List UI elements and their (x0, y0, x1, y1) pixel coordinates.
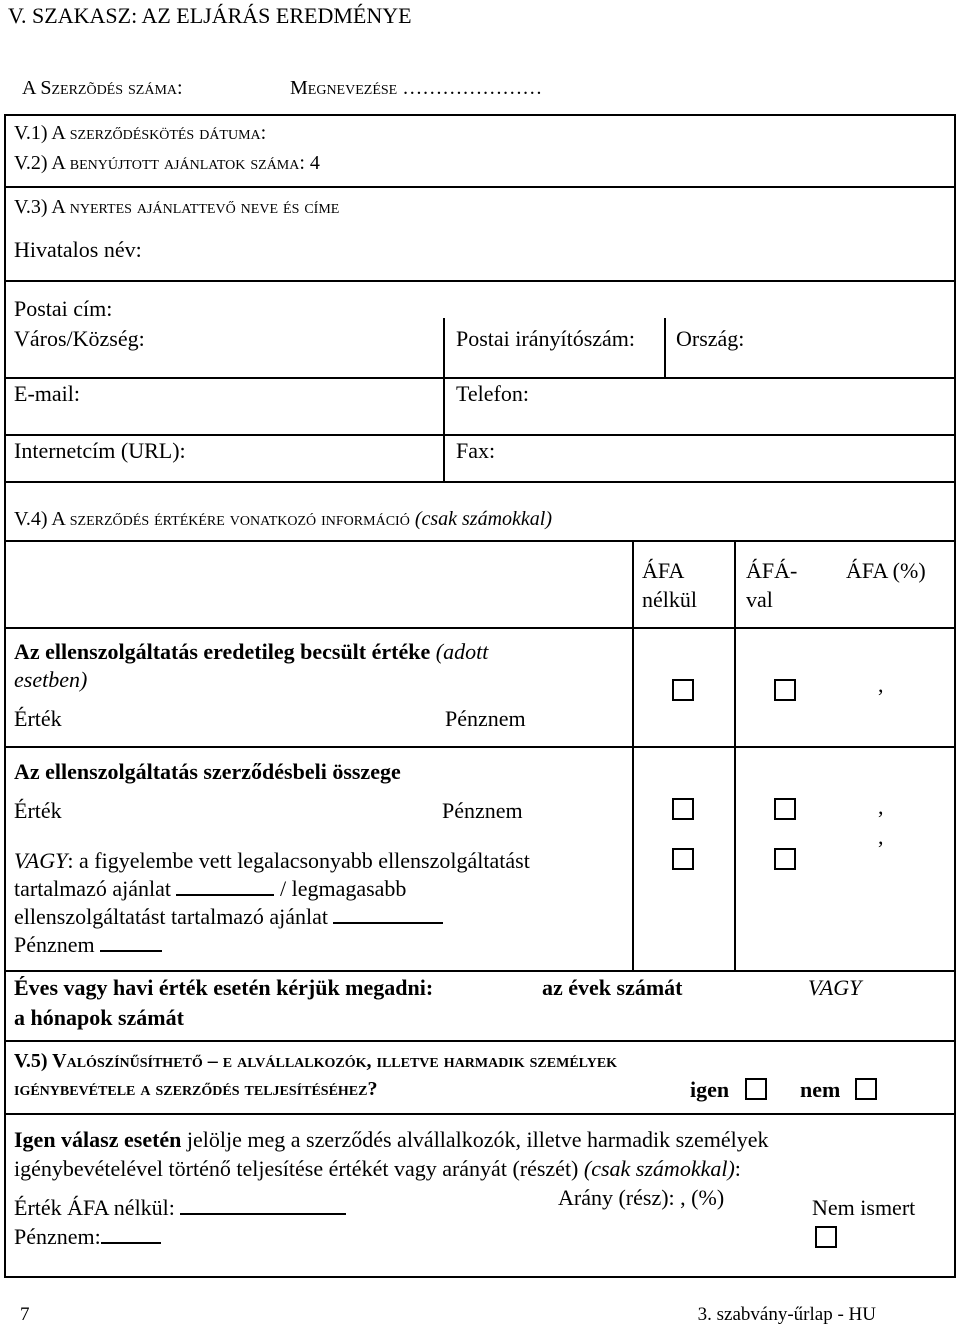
col-with-vat-1: ÁFÁ- (746, 558, 798, 583)
section-title: V. SZAKASZ: AZ ELJÁRÁS EREDMÉNYE (8, 3, 412, 28)
yes-currency-row (14, 1224, 161, 1250)
designation-label: Megnevezése ………………… (290, 77, 543, 99)
address-col-divider (443, 318, 445, 482)
v4-col-divider-1 (632, 540, 634, 972)
or-line-2-a: tartalmazó ajánlat (14, 876, 171, 901)
unknown-checkbox[interactable] (815, 1226, 837, 1248)
or-currency-blank[interactable] (100, 932, 162, 952)
ratio-row (558, 1185, 724, 1211)
contract-with-vat-checkbox[interactable] (774, 798, 796, 820)
phone-label: Telefon: (456, 381, 529, 406)
estimated-no-vat-checkbox[interactable] (672, 679, 694, 701)
contract-value-label: Érték (14, 798, 62, 823)
yes-case-line-1 (14, 1127, 768, 1153)
estimated-value-label (14, 639, 488, 665)
postcode-label: Postai irányítószám: (456, 326, 636, 351)
estimated-value-bold: Az ellenszolgáltatás eredetileg becsült értéke (14, 639, 431, 664)
official-name-label: Hivatalos név: (14, 237, 142, 262)
frame-right-line (954, 114, 956, 1278)
col-no-vat-2: nélkül (642, 587, 697, 612)
frame-top-line (4, 114, 956, 116)
country-label: Ország: (676, 326, 745, 351)
divider-col-headers (4, 627, 956, 629)
yes-currency-blank[interactable] (101, 1224, 161, 1244)
country-col-divider (664, 318, 666, 378)
yes-case-line-2-c: : (734, 1156, 741, 1181)
or-line-4 (14, 932, 162, 958)
postal-address-label: Postai cím: (14, 296, 113, 321)
estimated-note-1: (adott (435, 639, 489, 664)
fax-label: Fax: (456, 438, 496, 463)
or-line-3-text: ellenszolgáltatást tartalmazó ajánlat (14, 904, 328, 929)
or-line-3 (14, 904, 443, 930)
or-line-2-b: / legmagasabb (279, 876, 407, 901)
ratio-label: Arány (rész): (558, 1185, 675, 1210)
divider-email (4, 434, 956, 436)
divider-v2 (4, 186, 956, 188)
v5-line-2: igénybevétele a szerződés teljesítéséhez? (14, 1078, 378, 1100)
col-no-vat-1: ÁFA (642, 558, 685, 583)
divider-v5 (4, 1113, 956, 1115)
yes-case-line-2-b: (csak számokkal) (583, 1156, 735, 1181)
yes-case-line-1-rest: jelölje meg a szerződés alvállalkozók, illetve harmadik személyek (186, 1127, 769, 1152)
annual-years: az évek számát (542, 975, 683, 1000)
estimated-note-2: esetben) (14, 667, 88, 692)
contract-vat-comma-2: , (878, 824, 884, 849)
yes-currency-label: Pénznem: (14, 1224, 101, 1249)
v4-heading (14, 508, 552, 531)
range-no-vat-checkbox[interactable] (672, 848, 694, 870)
or-line-2 (14, 876, 406, 902)
estimated-currency-label: Pénznem (445, 706, 526, 731)
divider-v4-heading (4, 540, 956, 542)
value-no-vat-blank[interactable] (180, 1195, 346, 1215)
frame-left-line (4, 114, 6, 1278)
form-name: 3. szabvány-űrlap - HU (697, 1304, 876, 1325)
v5-yes-checkbox[interactable] (745, 1078, 767, 1100)
divider-estimated (4, 746, 956, 748)
range-with-vat-checkbox[interactable] (774, 848, 796, 870)
contract-no-vat-checkbox[interactable] (672, 798, 694, 820)
v2-label (14, 152, 320, 175)
v5-yes-label: igen (690, 1077, 730, 1102)
yes-case-line-2 (14, 1156, 741, 1182)
v2-text: V.2) A benyújtott ajánlatok száma: (14, 152, 305, 174)
contract-currency-label: Pénznem (442, 798, 523, 823)
page-number: 7 (20, 1304, 30, 1325)
v3-label: V.3) A nyertes ajánlattevő neve és címe (14, 196, 340, 218)
ratio-pct: , (%) (680, 1185, 725, 1210)
estimated-value-field-label: Érték (14, 706, 62, 731)
v4-heading-text: V.4) A szerződés értékére vonatkozó információ (14, 508, 410, 530)
v5-line-1: V.5) Valószínűsíthető – e alvállalkozók, illetve harmadik személyek (14, 1050, 618, 1072)
divider-name (4, 280, 956, 282)
v5-no-checkbox[interactable] (855, 1078, 877, 1100)
yes-case-bold: Igen válasz esetén (14, 1127, 182, 1152)
col-with-vat-2: val (746, 587, 773, 612)
divider-city (4, 377, 956, 379)
or-line-1-rest: : a figyelembe vett legalacsonyabb ellenszolgáltatást (67, 848, 530, 873)
divider-internet (4, 481, 956, 483)
or-line-1 (14, 848, 530, 874)
frame-bottom-line (4, 1276, 956, 1278)
annual-or: VAGY (808, 975, 862, 1000)
estimated-vat-comma: , (878, 672, 884, 697)
or-currency-label: Pénznem (14, 932, 95, 957)
unknown-label: Nem ismert (812, 1195, 916, 1220)
v1-label: V.1) A szerződéskötés dátuma: (14, 122, 267, 144)
divider-annual (4, 1040, 956, 1042)
value-no-vat-row (14, 1195, 346, 1221)
v4-heading-note: (csak számokkal) (414, 508, 552, 530)
divider-or (4, 970, 956, 972)
v4-col-divider-2 (734, 540, 736, 972)
col-vat-pct: ÁFA (%) (846, 558, 926, 583)
city-label: Város/Község: (14, 326, 145, 351)
or-label: VAGY (14, 848, 68, 873)
value-no-vat-label: Érték ÁFA nélkül: (14, 1195, 175, 1220)
lowest-offer-blank[interactable] (176, 876, 274, 896)
email-label: E-mail: (14, 381, 80, 406)
contract-number-label: A Szerzõdés száma: (22, 77, 183, 99)
v5-no-label: nem (800, 1077, 841, 1102)
internet-label: Internetcím (URL): (14, 438, 186, 463)
estimated-with-vat-checkbox[interactable] (774, 679, 796, 701)
v2-value: 4 (309, 152, 320, 174)
annual-line-1: Éves vagy havi érték esetén kérjük megadni: (14, 975, 434, 1000)
yes-case-line-2-a: igénybevételével történő teljesítése értékét vagy arányát (részét) (14, 1156, 579, 1181)
contract-vat-comma-1: , (878, 794, 884, 819)
annual-line-2: a hónapok számát (14, 1005, 184, 1030)
highest-offer-blank[interactable] (333, 904, 443, 924)
contract-sum-label: Az ellenszolgáltatás szerződésbeli összege (14, 759, 401, 784)
